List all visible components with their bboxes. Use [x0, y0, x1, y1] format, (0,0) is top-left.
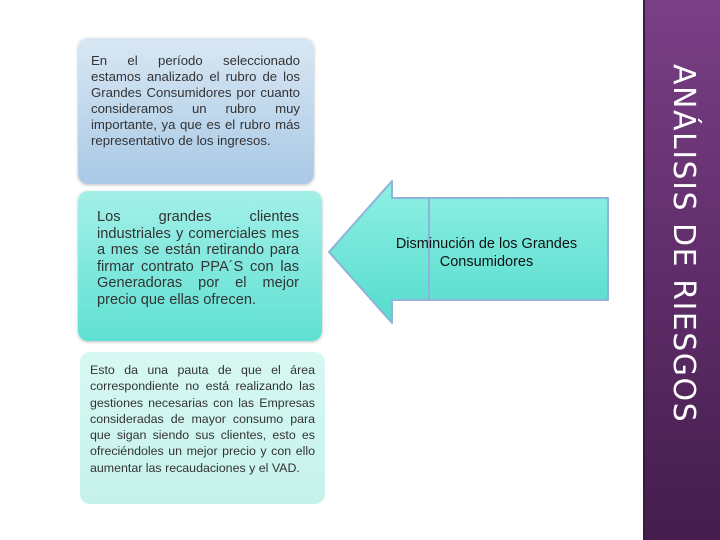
conclusion-text: Esto da una pauta de que el área correspondiente no está realizando las gestiones necesarias con las Empresas consideradas de mayor consumo para que sigan siendo sus clientes, esto es ofreciéndoles un mejor precio y con ello aumentar las recaudaciones y el VAD. — [90, 363, 315, 475]
left-arrow-callout — [326, 178, 612, 326]
context-text: En el período seleccionado estamos analizado el rubro de los Grandes Consumidores por cuanto consideramos un rubro muy importante, ya que es el rubro más representativo de los ingresos. — [91, 53, 300, 148]
banner-title: ANÁLISIS DE RIESGOS — [666, 64, 701, 424]
conclusion-box — [80, 352, 325, 504]
arrow-label: Disminución de los Grandes Consumidores — [395, 236, 578, 270]
clients-text: Los grandes clientes industriales y comerciales mes a mes se están retirando para firmar contrato PPA´S con las Generadoras por el mejor precio que ellas ofrecen. — [97, 209, 299, 308]
clients-box — [78, 191, 322, 341]
context-box — [78, 38, 314, 184]
title-banner — [643, 0, 720, 540]
